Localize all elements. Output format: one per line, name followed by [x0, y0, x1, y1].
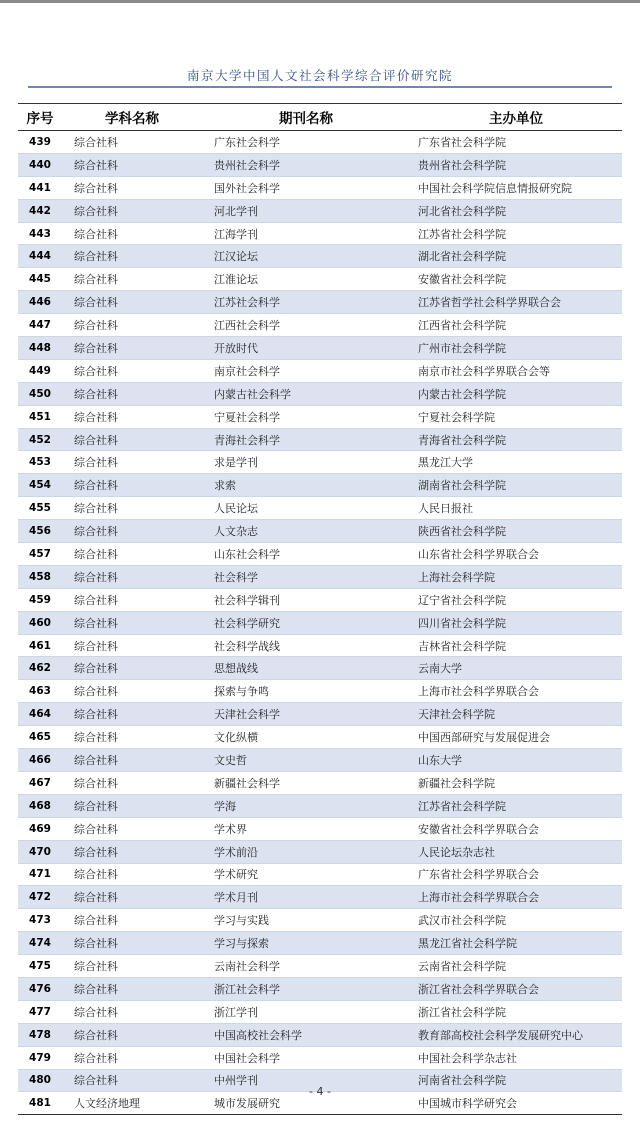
cell-journal-name: 江苏社会科学 [214, 296, 280, 310]
cell-journal-name: 学海 [214, 799, 236, 813]
cell-journal-name: 新疆社会科学 [214, 776, 280, 790]
cell-serial-number: 463 [29, 685, 51, 698]
cell-organizer: 湖北省社会科学院 [418, 250, 506, 264]
cell-subject-name: 人文经济地理 [74, 1097, 140, 1111]
cell-organizer: 江苏省社会科学院 [418, 227, 506, 241]
cell-journal-name: 学术月刊 [214, 891, 258, 905]
cell-subject-name: 综合社科 [74, 708, 118, 722]
cell-journal-name: 广东社会科学 [214, 135, 280, 149]
table-row [18, 177, 622, 200]
cell-serial-number: 444 [29, 250, 51, 263]
cell-organizer: 浙江省社会科学院 [418, 1005, 506, 1019]
cell-serial-number: 456 [29, 525, 51, 538]
top-border [0, 0, 640, 3]
cell-serial-number: 445 [29, 273, 51, 286]
table-row [18, 154, 622, 177]
cell-subject-name: 综合社科 [74, 433, 118, 447]
cell-serial-number: 458 [29, 570, 51, 583]
cell-serial-number: 475 [29, 960, 51, 972]
cell-subject-name: 综合社科 [74, 1028, 118, 1042]
cell-journal-name: 江海学刊 [214, 227, 258, 241]
table-row [18, 497, 622, 520]
table-row [18, 703, 622, 726]
cell-serial-number: 443 [29, 227, 51, 240]
cell-subject-name: 综合社科 [74, 982, 118, 996]
cell-subject-name: 综合社科 [74, 868, 118, 882]
cell-serial-number: 448 [29, 341, 51, 354]
cell-serial-number: 473 [29, 914, 51, 927]
cell-serial-number: 462 [29, 662, 51, 675]
cell-subject-name: 综合社科 [74, 479, 118, 493]
cell-journal-name: 社会科学研究 [214, 616, 280, 630]
cell-journal-name: 江汉论坛 [214, 250, 258, 264]
cell-journal-name: 社会科学战线 [214, 639, 280, 653]
cell-journal-name: 城市发展研究 [214, 1097, 280, 1111]
table-row [18, 406, 622, 429]
table-row [18, 886, 622, 909]
table-row [18, 978, 622, 1001]
cell-subject-name: 综合社科 [74, 387, 118, 401]
header-journal-name: 期刊名称 [279, 111, 333, 127]
cell-subject-name: 综合社科 [74, 341, 118, 355]
cell-organizer: 黑龙江省社会科学院 [418, 937, 517, 951]
cell-organizer: 浙江省社会科学界联合会 [418, 982, 539, 996]
cell-subject-name: 综合社科 [74, 181, 118, 195]
cell-journal-name: 社会科学 [214, 570, 258, 584]
cell-organizer: 湖南省社会科学院 [418, 479, 506, 493]
cell-journal-name: 中州学刊 [214, 1074, 258, 1088]
table-row [18, 200, 622, 223]
cell-organizer: 南京市社会科学界联合会等 [418, 364, 550, 378]
cell-organizer: 人民论坛杂志社 [418, 845, 495, 859]
page-number: - 4 - [309, 1085, 331, 1098]
cell-organizer: 中国西部研究与发展促进会 [418, 731, 550, 745]
cell-journal-name: 社会科学辑刊 [214, 593, 280, 607]
cell-serial-number: 465 [29, 731, 51, 744]
cell-subject-name: 综合社科 [74, 799, 118, 813]
cell-journal-name: 学术前沿 [214, 845, 258, 859]
cell-subject-name: 综合社科 [74, 227, 118, 241]
table-body [18, 131, 622, 1115]
table-row [18, 680, 622, 703]
cell-organizer: 安徽省社会科学院 [418, 273, 506, 287]
cell-journal-name: 河北学刊 [214, 204, 258, 218]
cell-serial-number: 440 [29, 158, 51, 171]
cell-subject-name: 综合社科 [74, 593, 118, 607]
table-row [18, 383, 622, 406]
table-row [18, 1047, 622, 1070]
table-row [18, 520, 622, 543]
cell-organizer: 吉林省社会科学院 [418, 639, 506, 653]
cell-organizer: 中国社会科学杂志社 [418, 1051, 517, 1065]
table-row [18, 451, 622, 474]
table-row [18, 795, 622, 818]
cell-journal-name: 山东社会科学 [214, 547, 280, 561]
cell-serial-number: 439 [29, 135, 51, 148]
cell-subject-name: 综合社科 [74, 937, 118, 951]
cell-journal-name: 江淮论坛 [214, 273, 258, 287]
cell-serial-number: 467 [29, 776, 51, 789]
table-row [18, 657, 622, 680]
cell-organizer: 江西省社会科学院 [418, 319, 506, 333]
cell-journal-name: 南京社会科学 [214, 364, 280, 378]
cell-organizer: 广东省社会科学界联合会 [418, 868, 539, 882]
cell-journal-name: 探索与争鸣 [214, 685, 269, 699]
cell-organizer: 新疆社会科学院 [418, 776, 495, 790]
cell-journal-name: 文史哲 [214, 753, 247, 767]
cell-serial-number: 468 [29, 799, 51, 812]
cell-organizer: 上海社会科学院 [418, 570, 495, 584]
cell-organizer: 教育部高校社会科学发展研究中心 [418, 1028, 583, 1042]
header-subject-name: 学科名称 [105, 111, 159, 127]
cell-serial-number: 446 [29, 296, 51, 309]
table-row [18, 955, 622, 978]
table-row [18, 360, 622, 383]
cell-organizer: 安徽省社会科学界联合会 [418, 822, 539, 836]
cell-serial-number: 450 [29, 387, 51, 400]
table-row [18, 726, 622, 749]
cell-journal-name: 贵州社会科学 [214, 158, 280, 172]
cell-serial-number: 471 [29, 868, 51, 881]
table-row [18, 864, 622, 887]
journal-table [18, 103, 622, 1115]
cell-organizer: 广州市社会科学院 [418, 341, 506, 355]
cell-serial-number: 452 [29, 433, 51, 446]
cell-subject-name: 综合社科 [74, 273, 118, 287]
table-row [18, 635, 622, 658]
cell-subject-name: 综合社科 [74, 158, 118, 172]
header-divider [28, 86, 612, 88]
cell-organizer: 天津社会科学院 [418, 708, 495, 722]
cell-journal-name: 开放时代 [214, 341, 258, 355]
cell-organizer: 黑龙江大学 [418, 456, 473, 470]
cell-subject-name: 综合社科 [74, 296, 118, 310]
cell-organizer: 山东大学 [418, 753, 462, 767]
cell-journal-name: 云南社会科学 [214, 960, 280, 973]
cell-organizer: 广东省社会科学院 [418, 135, 506, 149]
cell-organizer: 宁夏社会科学院 [418, 410, 495, 424]
cell-journal-name: 宁夏社会科学 [214, 410, 280, 424]
cell-serial-number: 447 [29, 319, 51, 332]
cell-journal-name: 人民论坛 [214, 502, 258, 516]
header-organizer: 主办单位 [489, 111, 543, 127]
cell-subject-name: 综合社科 [74, 731, 118, 745]
cell-journal-name: 学习与实践 [214, 914, 269, 928]
cell-subject-name: 综合社科 [74, 1005, 118, 1019]
cell-organizer: 人民日报社 [418, 502, 473, 516]
cell-serial-number: 441 [29, 181, 51, 194]
table-row [18, 909, 622, 932]
table-row [18, 589, 622, 612]
cell-organizer: 四川省社会科学院 [418, 616, 506, 630]
cell-subject-name: 综合社科 [74, 845, 118, 859]
cell-subject-name: 综合社科 [74, 822, 118, 836]
cell-serial-number: 466 [29, 753, 51, 766]
cell-subject-name: 综合社科 [74, 914, 118, 928]
cell-organizer: 青海省社会科学院 [418, 433, 506, 447]
table-row [18, 566, 622, 589]
table-row [18, 429, 622, 452]
table-row [18, 223, 622, 246]
cell-serial-number: 474 [29, 937, 51, 950]
cell-journal-name: 文化纵横 [214, 731, 258, 745]
cell-subject-name: 综合社科 [74, 547, 118, 561]
cell-serial-number: 478 [29, 1028, 51, 1041]
cell-serial-number: 453 [29, 456, 51, 469]
cell-serial-number: 457 [29, 547, 51, 560]
cell-subject-name: 综合社科 [74, 616, 118, 630]
cell-journal-name: 中国高校社会科学 [214, 1028, 302, 1042]
cell-subject-name: 综合社科 [74, 570, 118, 584]
header-serial-number: 序号 [26, 111, 54, 127]
table-row [18, 749, 622, 772]
cell-subject-name: 综合社科 [74, 662, 118, 676]
cell-subject-name: 综合社科 [74, 753, 118, 767]
cell-organizer: 上海市社会科学界联合会 [418, 891, 539, 905]
cell-serial-number: 481 [29, 1097, 51, 1110]
table-row [18, 245, 622, 268]
cell-organizer: 陕西省社会科学院 [418, 525, 506, 539]
cell-organizer: 武汉市社会科学院 [418, 914, 506, 928]
cell-organizer: 云南大学 [418, 662, 462, 676]
cell-serial-number: 460 [29, 616, 51, 629]
table-row [18, 772, 622, 795]
table-row [18, 612, 622, 635]
table-row [18, 543, 622, 566]
table-row [18, 337, 622, 360]
cell-organizer: 上海市社会科学界联合会 [418, 685, 539, 699]
cell-organizer: 内蒙古社会科学院 [418, 387, 506, 401]
cell-organizer: 中国社会科学院信息情报研究院 [418, 181, 572, 195]
cell-journal-name: 求是学刊 [214, 456, 258, 470]
cell-organizer: 河南省社会科学院 [418, 1074, 506, 1088]
table-row [18, 818, 622, 841]
cell-serial-number: 476 [29, 982, 51, 995]
cell-organizer: 辽宁省社会科学院 [418, 593, 506, 607]
table-row [18, 131, 622, 154]
cell-serial-number: 442 [29, 204, 51, 217]
table-row [18, 841, 622, 864]
cell-subject-name: 综合社科 [74, 319, 118, 333]
cell-journal-name: 学术研究 [214, 868, 258, 882]
table-row [18, 932, 622, 955]
cell-subject-name: 综合社科 [74, 1074, 118, 1088]
cell-serial-number: 451 [29, 410, 51, 423]
table-row [18, 291, 622, 314]
cell-serial-number: 472 [29, 891, 51, 904]
table-row [18, 474, 622, 497]
cell-subject-name: 综合社科 [74, 204, 118, 218]
cell-subject-name: 综合社科 [74, 525, 118, 539]
cell-serial-number: 455 [29, 502, 51, 515]
cell-journal-name: 学术界 [214, 822, 247, 836]
table-row [18, 268, 622, 291]
cell-journal-name: 内蒙古社会科学 [214, 387, 291, 401]
cell-organizer: 江苏省哲学社会科学界联合会 [418, 296, 561, 310]
cell-journal-name: 江西社会科学 [214, 319, 280, 333]
cell-organizer: 山东省社会科学界联合会 [418, 547, 539, 561]
cell-journal-name: 求索 [214, 479, 236, 493]
cell-organizer: 河北省社会科学院 [418, 204, 506, 218]
cell-subject-name: 综合社科 [74, 639, 118, 653]
cell-serial-number: 454 [29, 479, 51, 492]
cell-journal-name: 人文杂志 [214, 525, 258, 539]
cell-serial-number: 469 [29, 822, 51, 835]
table-row [18, 314, 622, 337]
cell-journal-name: 浙江学刊 [214, 1005, 258, 1019]
cell-serial-number: 459 [29, 593, 51, 606]
cell-serial-number: 470 [29, 845, 51, 858]
cell-subject-name: 综合社科 [74, 1051, 118, 1065]
cell-subject-name: 综合社科 [74, 456, 118, 470]
table-row [18, 1001, 622, 1024]
cell-journal-name: 思想战线 [214, 662, 258, 676]
cell-serial-number: 461 [29, 639, 51, 652]
cell-organizer: 云南省社会科学院 [418, 960, 506, 973]
cell-serial-number: 464 [29, 708, 51, 721]
cell-subject-name: 综合社科 [74, 891, 118, 905]
cell-journal-name: 天津社会科学 [214, 708, 280, 722]
cell-serial-number: 449 [29, 364, 51, 377]
cell-subject-name: 综合社科 [74, 960, 118, 973]
cell-journal-name: 浙江社会科学 [214, 982, 280, 996]
cell-subject-name: 综合社科 [74, 250, 118, 264]
table-row [18, 1024, 622, 1047]
cell-serial-number: 477 [29, 1005, 51, 1018]
cell-serial-number: 479 [29, 1051, 51, 1064]
cell-organizer: 贵州省社会科学院 [418, 158, 506, 172]
cell-journal-name: 国外社会科学 [214, 181, 280, 195]
cell-organizer: 中国城市科学研究会 [418, 1097, 517, 1111]
cell-subject-name: 综合社科 [74, 410, 118, 424]
cell-subject-name: 综合社科 [74, 685, 118, 699]
cell-journal-name: 青海社会科学 [214, 433, 280, 447]
cell-subject-name: 综合社科 [74, 364, 118, 378]
cell-journal-name: 学习与探索 [214, 937, 269, 951]
cell-subject-name: 综合社科 [74, 776, 118, 790]
document-header-title: 南京大学中国人文社会科学综合评价研究院 [186, 68, 453, 83]
cell-subject-name: 综合社科 [74, 135, 118, 149]
cell-serial-number: 480 [29, 1074, 51, 1087]
table-header-row [18, 103, 622, 131]
cell-journal-name: 中国社会科学 [214, 1051, 280, 1065]
cell-organizer: 江苏省社会科学院 [418, 799, 506, 813]
cell-subject-name: 综合社科 [74, 502, 118, 516]
